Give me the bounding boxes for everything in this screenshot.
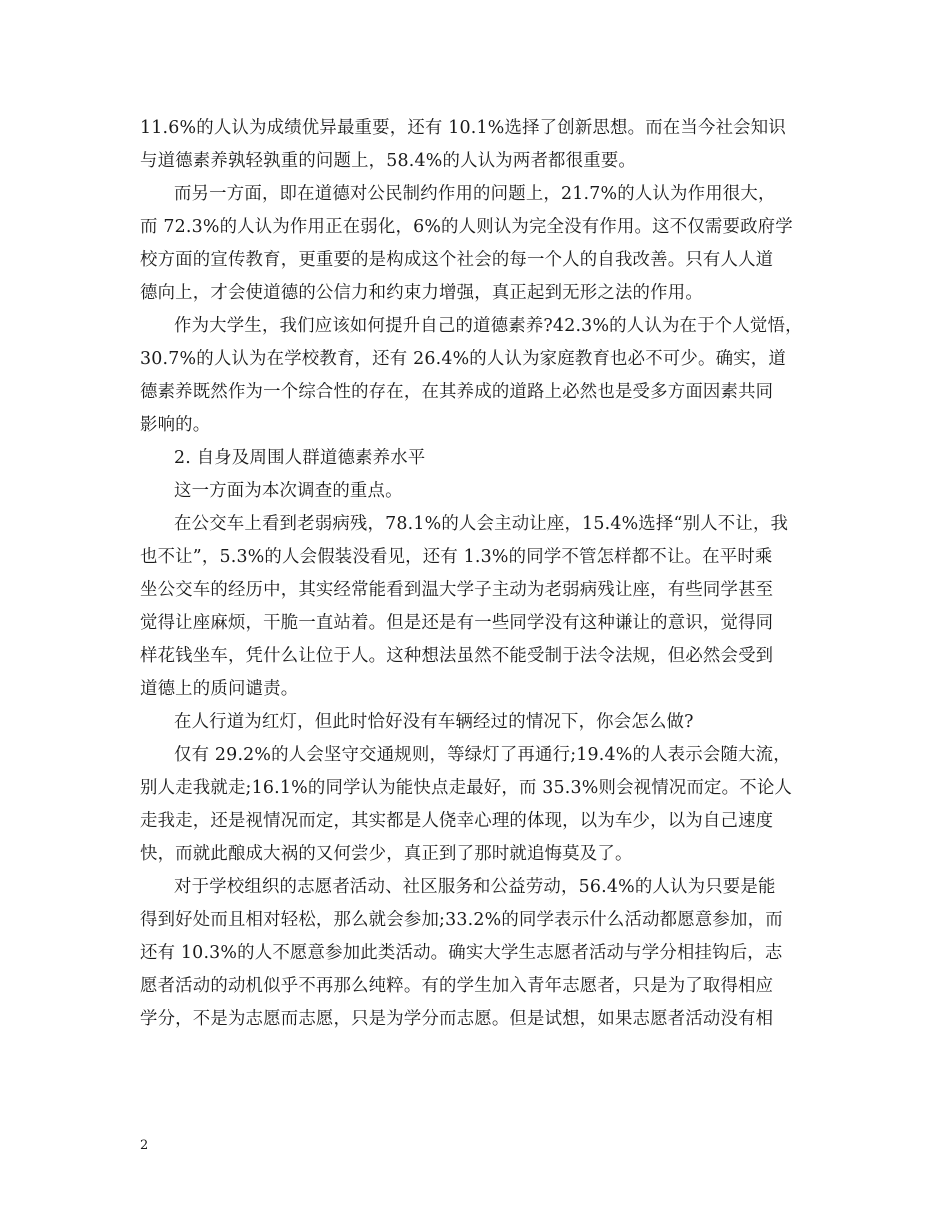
text-line: 30.7%的人认为在学校教育，还有 26.4%的人认为家庭教育也必不可少。确实，道 bbox=[140, 349, 786, 369]
section-heading: 2. 自身及周围人群道德素养水平 bbox=[174, 448, 426, 468]
text-line: 对于学校组织的志愿者活动、社区服务和公益劳动，56.4%的人认为只要是能 bbox=[174, 877, 776, 897]
text-line: 快，而就此酿成大祸的又何尝少，真正到了那时就追悔莫及了。 bbox=[140, 844, 633, 864]
text-line: 道德上的质问谴责。 bbox=[140, 679, 299, 699]
text-line: 还有 10.3%的人不愿意参加此类活动。确实大学生志愿者活动与学分相挂钩后，志 bbox=[140, 943, 783, 963]
text-line: 别人走我就走;16.1%的同学认为能快点走最好，而 35.3%则会视情况而定。不论人 bbox=[140, 778, 793, 798]
text-line: 11.6%的人认为成绩优异最重要，还有 10.1%选择了创新思想。而在当今社会知识 bbox=[140, 118, 786, 138]
text-line: 这一方面为本次调查的重点。 bbox=[174, 481, 403, 501]
text-line: 学分，不是为志愿而志愿，只是为学分而志愿。但是试想，如果志愿者活动没有相 bbox=[140, 1009, 774, 1029]
text-line: 得到好处而且相对轻松，那么就会参加;33.2%的同学表示什么活动都愿意参加，而 bbox=[140, 910, 783, 930]
text-line: 影响的。 bbox=[140, 415, 211, 435]
text-line: 也不让”，5.3%的人会假装没看见，还有 1.3%的同学不管怎样都不让。在平时乘 bbox=[140, 547, 773, 567]
text-line: 愿者活动的动机似乎不再那么纯粹。有的学生加入青年志愿者，只是为了取得相应 bbox=[140, 976, 774, 996]
text-line: 觉得让座麻烦，干脆一直站着。但是还是有一些同学没有这种谦让的意识，觉得同 bbox=[140, 613, 774, 633]
text-line: 校方面的宣传教育，更重要的是构成这个社会的每一个人的自我改善。只有人人道 bbox=[140, 250, 774, 270]
text-line: 与道德素养孰轻孰重的问题上，58.4%的人认为两者都很重要。 bbox=[140, 151, 637, 171]
text-line: 坐公交车的经历中，其实经常能看到温大学子主动为老弱病残让座，有些同学甚至 bbox=[140, 580, 774, 600]
text-line: 而另一方面，即在道德对公民制约作用的问题上，21.7%的人认为作用很大， bbox=[174, 184, 776, 204]
text-line: 德素养既然作为一个综合性的存在，在其养成的道路上必然也是受多方面因素共同 bbox=[140, 382, 774, 402]
text-line: 而 72.3%的人认为作用正在弱化，6%的人则认为完全没有作用。这不仅需要政府学 bbox=[140, 217, 793, 237]
text-line: 德向上，才会使道德的公信力和约束力增强，真正起到无形之法的作用。 bbox=[140, 283, 703, 303]
body-text bbox=[140, 112, 810, 1036]
text-line: 在人行道为红灯，但此时恰好没有车辆经过的情况下，你会怎么做? bbox=[174, 712, 694, 732]
text-line: 仅有 29.2%的人会坚守交通规则，等绿灯了再通行;19.4%的人表示会随大流， bbox=[174, 745, 791, 765]
text-line: 走我走，还是视情况而定，其实都是人侥幸心理的体现，以为车少，以为自己速度 bbox=[140, 811, 774, 831]
text-line: 作为大学生，我们应该如何提升自己的道德素养?42.3%的人认为在于个人觉悟， bbox=[174, 316, 803, 336]
page-number: 2 bbox=[140, 1138, 149, 1153]
text-line: 在公交车上看到老弱病残，78.1%的人会主动让座，15.4%选择“别人不让，我 bbox=[174, 514, 789, 534]
text-line: 样花钱坐车，凭什么让位于人。这种想法虽然不能受制于法令法规，但必然会受到 bbox=[140, 646, 774, 666]
